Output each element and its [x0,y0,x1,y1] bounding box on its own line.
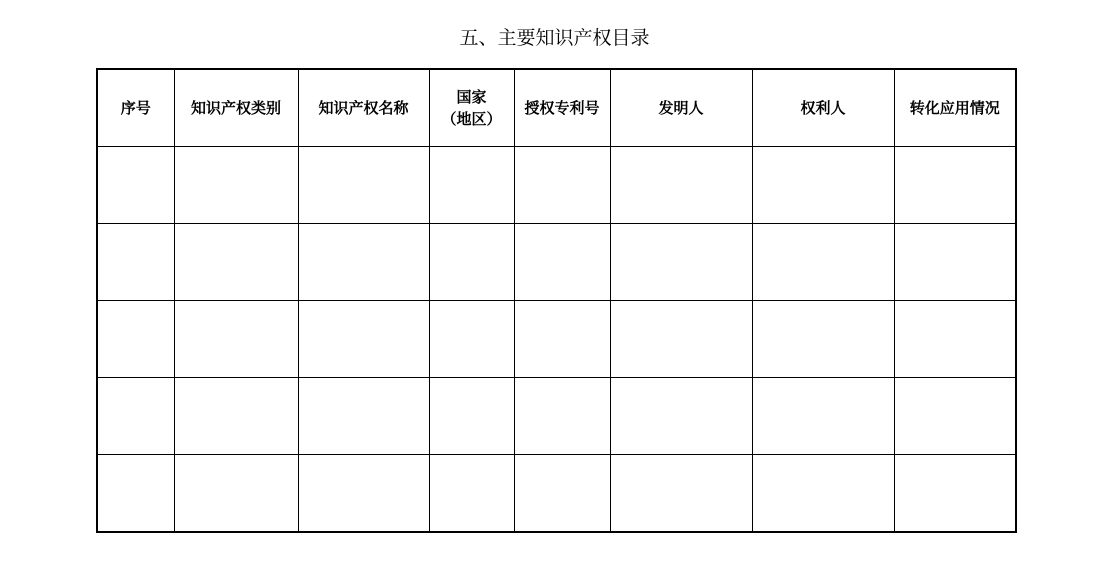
table-cell [429,147,514,224]
table-cell [752,301,894,378]
table-cell [514,147,610,224]
table-row [97,455,1016,533]
table-cell [174,378,298,455]
header-inventor: 发明人 [610,69,752,147]
table-cell [514,301,610,378]
header-right-holder: 权利人 [752,69,894,147]
table-cell [298,455,429,533]
table-row [97,301,1016,378]
table-cell [97,455,174,533]
header-ip-name: 知识产权名称 [298,69,429,147]
table-cell [429,224,514,301]
table-cell [610,455,752,533]
table-cell [894,378,1016,455]
table-cell [514,378,610,455]
table-cell [174,455,298,533]
table-cell [429,301,514,378]
table-cell [752,224,894,301]
table-cell [97,147,174,224]
table-row [97,378,1016,455]
header-ip-category: 知识产权类别 [174,69,298,147]
table-cell [429,455,514,533]
table-row [97,147,1016,224]
table-cell [298,147,429,224]
table-cell [429,378,514,455]
table-header-row [97,69,1016,147]
table-row [97,224,1016,301]
table-cell [752,147,894,224]
header-country-region: 国家 （地区） [429,69,514,147]
table-cell [97,301,174,378]
table-cell [752,378,894,455]
table-cell [514,224,610,301]
table-cell [894,301,1016,378]
table-cell [610,378,752,455]
header-serial-number: 序号 [97,69,174,147]
table-cell [610,301,752,378]
table-cell [894,147,1016,224]
table-cell [298,301,429,378]
table-cell [610,224,752,301]
table-cell [174,147,298,224]
table-cell [894,224,1016,301]
table-cell [174,301,298,378]
header-patent-number: 授权专利号 [514,69,610,147]
table-body [97,147,1016,533]
table-cell [514,455,610,533]
table-cell [894,455,1016,533]
page-title: 五、主要知识产权目录 [459,27,650,49]
table-cell [298,378,429,455]
table-cell [298,224,429,301]
ip-catalog-table [96,68,1017,533]
table-cell [97,224,174,301]
table-cell [174,224,298,301]
header-application-status: 转化应用情况 [894,69,1016,147]
table-cell [610,147,752,224]
table-cell [97,378,174,455]
table-cell [752,455,894,533]
